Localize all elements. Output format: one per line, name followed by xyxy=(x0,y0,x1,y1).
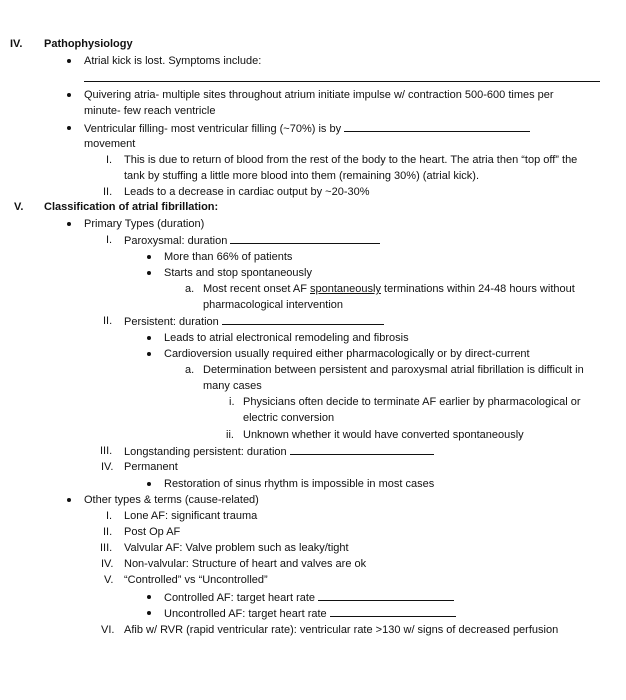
list-item-text: Persistent: duration xyxy=(124,316,219,328)
list-item: Physicians often decide to terminate AF earlier by pharmacological or xyxy=(243,396,581,408)
list-item-text: Most recent onset AF xyxy=(203,283,307,295)
list-item-text: Controlled AF: target heart rate xyxy=(164,592,316,604)
bullet-icon xyxy=(147,611,151,615)
list-item: Restoration of sinus rhythm is impossible in most cases xyxy=(164,478,435,490)
list-item xyxy=(124,443,434,460)
list-item: This is due to return of blood from the rest of the body to the heart. The atria then “top off” the xyxy=(124,154,578,166)
list-numeral: I. xyxy=(106,510,113,522)
answer-blank xyxy=(330,605,456,617)
list-numeral: a. xyxy=(185,283,195,295)
bullet-icon xyxy=(67,93,71,97)
list-item-text: terminations within 24-48 hours without xyxy=(384,283,575,295)
list-item xyxy=(124,232,380,249)
list-item: Cardioversion usually required either pharmacologically or by direct-current xyxy=(164,348,530,360)
list-item: Determination between persistent and paroxysmal atrial fibrillation is difficult in xyxy=(203,364,584,376)
list-numeral: I. xyxy=(106,154,113,166)
list-item: Unknown whether it would have converted spontaneously xyxy=(243,429,524,441)
answer-blank xyxy=(290,443,434,455)
list-item xyxy=(124,313,384,330)
bullet-icon xyxy=(67,59,71,63)
underlined-term: spontaneously xyxy=(310,283,381,295)
list-item-text: Uncontrolled AF: target heart rate xyxy=(164,608,327,620)
bullet-icon xyxy=(67,222,71,226)
list-item-continuation: minute- few reach ventricle xyxy=(84,105,216,117)
list-item: Atrial kick is lost. Symptoms include: xyxy=(84,55,262,67)
list-item: Leads to a decrease in cardiac output by ~20-30% xyxy=(124,186,370,198)
answer-blank xyxy=(222,313,384,325)
list-item: Other types & terms (cause-related) xyxy=(84,494,259,506)
list-item: Valvular AF: Valve problem such as leaky/tight xyxy=(124,542,349,554)
answer-blank xyxy=(318,589,454,601)
list-item: Afib w/ RVR (rapid ventricular rate): ventricular rate >130 w/ signs of decreased perfusion xyxy=(124,624,559,636)
list-item xyxy=(164,589,454,606)
list-item-text: Paroxysmal: duration xyxy=(124,235,228,247)
section-numeral: V. xyxy=(14,201,24,213)
bullet-icon xyxy=(147,255,151,259)
list-item xyxy=(84,120,530,137)
list-item-text: Ventricular filling- most ventricular filling (~70%) is by xyxy=(84,123,342,135)
bullet-icon xyxy=(147,336,151,340)
section-title: Classification of atrial fibrillation: xyxy=(44,201,219,213)
section-title: Pathophysiology xyxy=(44,38,133,50)
list-numeral: I. xyxy=(106,234,113,246)
bullet-icon xyxy=(147,595,151,599)
list-numeral: II. xyxy=(103,315,113,327)
list-item xyxy=(164,605,456,622)
list-numeral: II. xyxy=(103,186,113,198)
list-numeral: IV. xyxy=(101,558,114,570)
list-numeral: a. xyxy=(185,364,195,376)
list-numeral: IV. xyxy=(101,461,114,473)
list-item: Leads to atrial electronical remodeling and fibrosis xyxy=(164,332,409,344)
list-item: Permanent xyxy=(124,461,178,473)
answer-blank xyxy=(230,232,380,244)
list-item: Starts and stop spontaneously xyxy=(164,267,312,279)
bullet-icon xyxy=(67,498,71,502)
list-item-continuation: movement xyxy=(84,138,136,150)
list-numeral: II. xyxy=(103,526,113,538)
list-item-continuation: electric conversion xyxy=(243,412,335,424)
list-item: Lone AF: significant trauma xyxy=(124,510,258,522)
bullet-icon xyxy=(67,126,71,130)
list-numeral: III. xyxy=(100,542,113,554)
list-item: “Controlled” vs “Uncontrolled” xyxy=(124,574,268,586)
list-item: Primary Types (duration) xyxy=(84,218,205,230)
list-item: Post Op AF xyxy=(124,526,181,538)
bullet-icon xyxy=(147,271,151,275)
list-item: Non-valvular: Structure of heart and valves are ok xyxy=(124,558,367,570)
answer-blank xyxy=(344,120,530,132)
list-numeral: III. xyxy=(100,445,113,457)
list-numeral: i. xyxy=(229,396,235,408)
list-numeral: VI. xyxy=(101,624,115,636)
list-numeral: V. xyxy=(104,574,114,586)
answer-blank-line xyxy=(84,81,600,82)
list-item: More than 66% of patients xyxy=(164,251,293,263)
list-item: Quivering atria- multiple sites throughout atrium initiate impulse w/ contraction 500-600 times per xyxy=(84,89,554,101)
section-numeral: IV. xyxy=(10,38,23,50)
bullet-icon xyxy=(147,352,151,356)
list-item-continuation: tank by stuffing a little more blood into them (remaining 30%) (atrial kick). xyxy=(124,170,480,182)
list-item-continuation: many cases xyxy=(203,380,262,392)
list-item-text: Longstanding persistent: duration xyxy=(124,446,287,458)
list-item-continuation: pharmacological intervention xyxy=(203,299,344,311)
list-item xyxy=(203,281,575,297)
bullet-icon xyxy=(147,482,151,486)
list-numeral: ii. xyxy=(226,429,234,441)
